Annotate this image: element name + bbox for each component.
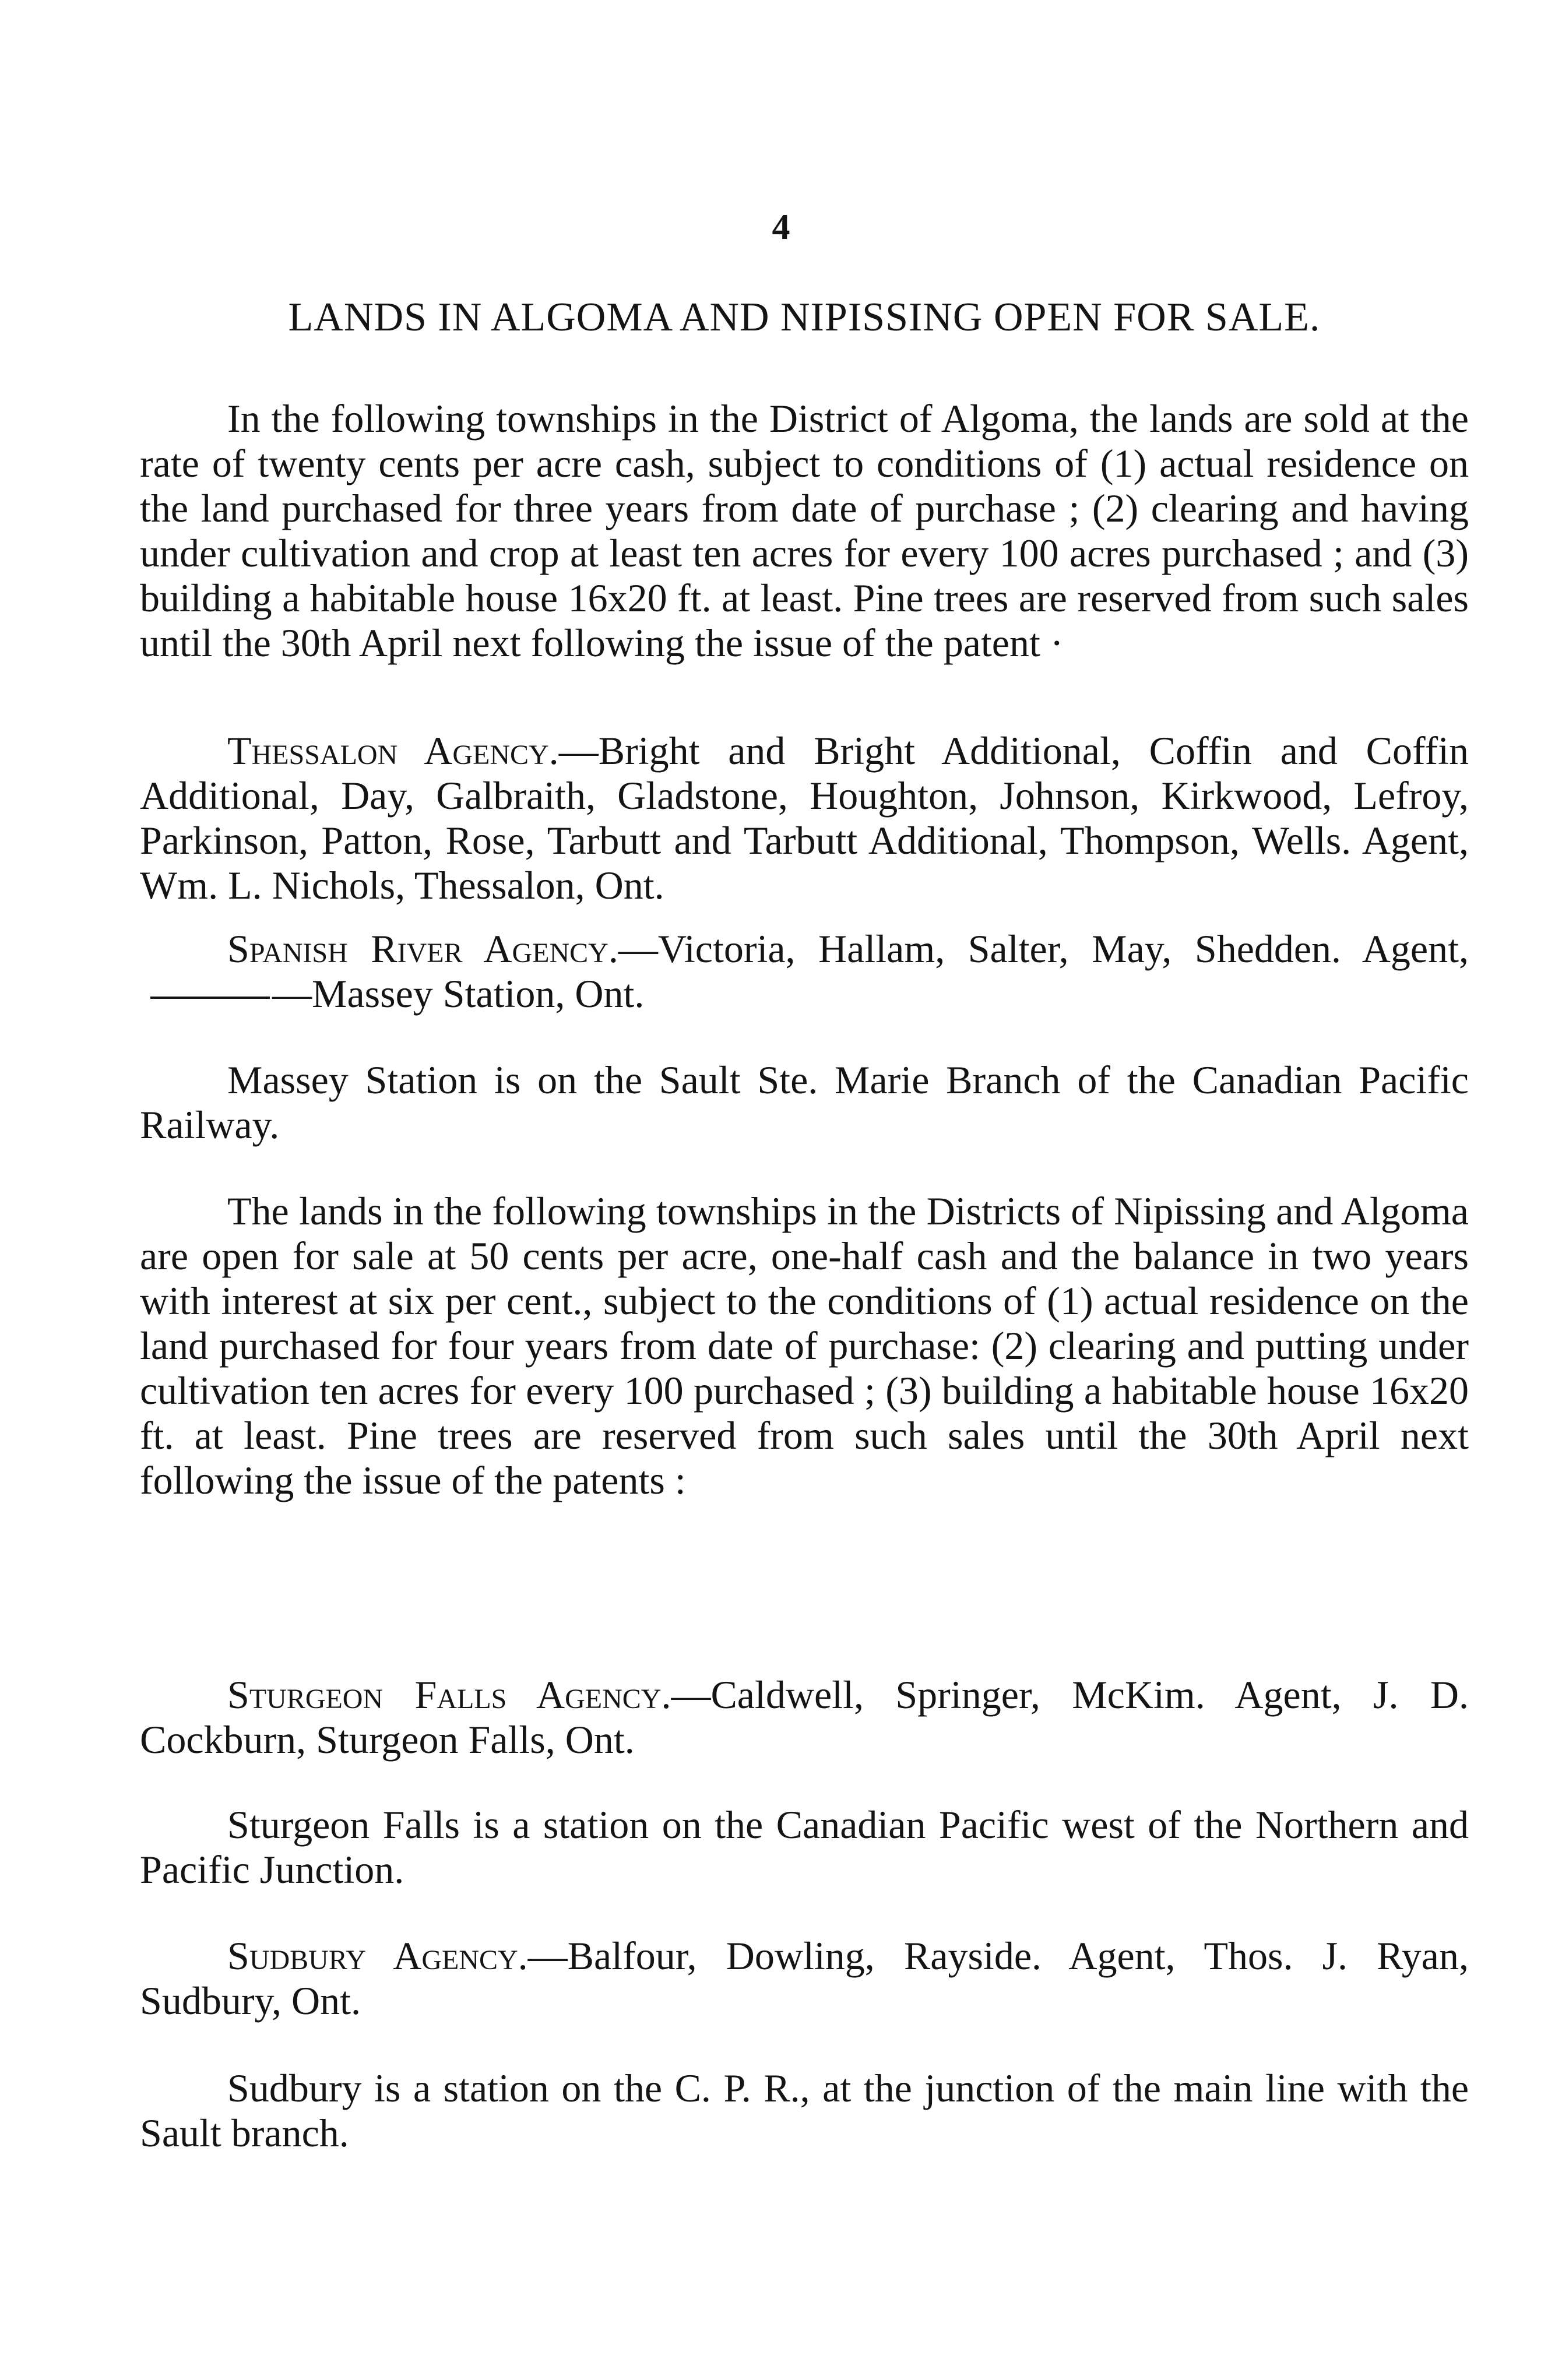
sturgeon-falls-agency-text: —Caldwell, Springer, McKim. Agent, J. D. Cockburn, Sturgeon Falls, Ont. xyxy=(140,1673,1469,1762)
sturgeon-falls-note-paragraph: Sturgeon Falls is a station on the Canadian Pacific west of the Northern and Pacific Junction. xyxy=(140,1802,1469,1892)
thessalon-agency-text: —Bright and Bright Additional, Coffin and Coffin Additional, Day, Galbraith, Gladstone, Houghton, Johnson, Kirkwood, Lefroy, Parkinson, Patton, Rose, Tarbutt and Tarbutt Additional, Thompson, Wells. Agent, Wm. L. Nichols, Thessalon, Ont. xyxy=(140,728,1469,907)
spanish-river-agency-name: Spanish River Agency. xyxy=(227,927,618,971)
sudbury-agency-name: Sudbury Agency. xyxy=(227,1934,528,1978)
nipissing-terms-paragraph: The lands in the following townships in the Districts of Nipissing and Algoma are open for sale at 50 cents per acre, one-half cash and the balance in two years with interest at six per cent., subject to the conditions of (1) actual residence on the land purchased for four years from date of purchase: (2) clearing and putting under cultivation ten acres for every 100 purchased ; (3) building a habitable house 16x20 ft. at least. Pine trees are reserved from such sales until the 30th April next following the issue of the patents : xyxy=(140,1189,1469,1502)
page-number: 4 xyxy=(772,207,790,247)
blank-agent-line xyxy=(150,997,270,999)
massey-note-paragraph: Massey Station is on the Sault Ste. Marie Branch of the Canadian Pacific Railway. xyxy=(140,1058,1469,1147)
intro-paragraph: In the following townships in the District of Algoma, the lands are sold at the rate of twenty cents per acre cash, subject to conditions of (1) actual residence on the land purchased for three years from date of purchase ; (2) clearing and having under cultivation and crop at least ten acres for every 100 acres purchased ; and (3) building a habitable house 16x20 ft. at least. Pine trees are reserved from such sales until the 30th April next following the issue of the patent · xyxy=(140,396,1469,665)
spanish-river-agency-paragraph xyxy=(140,927,1469,1016)
spanish-river-agency-text: —Victoria, Hallam, Salter, May, Shedden. Agent, xyxy=(618,927,1469,971)
page-heading: LANDS IN ALGOMA AND NIPISSING OPEN FOR SALE. xyxy=(288,295,1321,340)
thessalon-agency-name: Thessalon Agency. xyxy=(227,728,559,773)
sturgeon-falls-agency-paragraph xyxy=(140,1673,1469,1762)
sturgeon-falls-agency-name: Sturgeon Falls Agency. xyxy=(227,1673,671,1717)
thessalon-agency-paragraph xyxy=(140,728,1469,908)
spanish-river-agency-location: —Massey Station, Ont. xyxy=(272,971,645,1016)
sudbury-agency-paragraph xyxy=(140,1934,1469,2023)
sudbury-note-paragraph: Sudbury is a station on the C. P. R., at the junction of the main line with the Sault branch. xyxy=(140,2066,1469,2155)
sudbury-agency-text: —Balfour, Dowling, Rayside. Agent, Thos. J. Ryan, Sudbury, Ont. xyxy=(140,1934,1469,2023)
